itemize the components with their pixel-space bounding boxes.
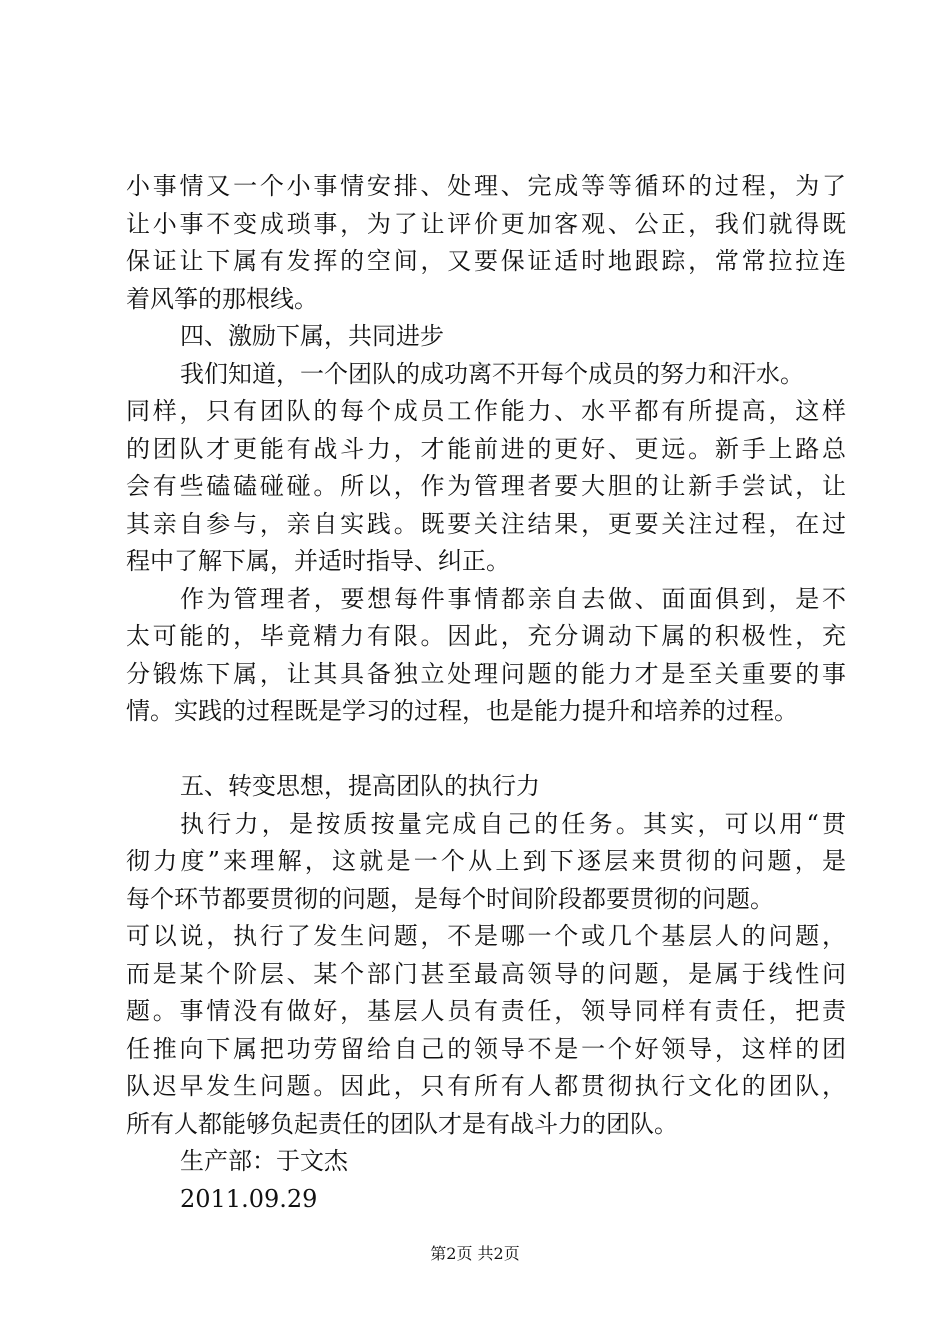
paragraph-line: 太可能的，毕竟精力有限。因此，充分调动下属的积极性，充	[126, 622, 846, 650]
paragraph-line: 同样，只有团队的每个成员工作能力、水平都有所提高，这样	[126, 397, 846, 425]
paragraph-line: 其亲自参与，亲自实践。既要关注结果，更要关注过程，在过	[126, 509, 846, 538]
paragraph-line: 彻力度”来理解，这就是一个从上到下逐层来贯彻的问题，是	[126, 847, 846, 875]
paragraph-line: 让小事不变成琐事，为了让评价更加客观、公正，我们就得既	[126, 209, 846, 238]
paragraph-line: 可以说，执行了发生问题，不是哪一个或几个基层人的问题，	[126, 922, 846, 950]
paragraph-line: 所有人都能够负起责任的团队才是有战斗力的团队。	[126, 1109, 678, 1138]
paragraph-line: 会有些磕磕碰碰。所以，作为管理者要大胆的让新手尝试，让	[126, 472, 846, 500]
paragraph-line: 每个环节都要贯彻的问题，是每个时间阶段都要贯彻的问题。	[126, 884, 774, 913]
paragraph-line: 程中了解下属，并适时指导、纠正。	[126, 547, 510, 575]
paragraph-line: 任推向下属把功劳留给自己的领导不是一个好领导，这样的团	[126, 1034, 846, 1063]
blank-line	[126, 731, 846, 769]
paragraph-line: 队迟早发生问题。因此，只有所有人都贯彻执行文化的团队，	[126, 1072, 846, 1100]
paragraph-line: 我们知道，一个团队的成功离不开每个成员的努力和汗水。	[180, 359, 804, 388]
paragraph-line: 着风筝的那根线。	[126, 284, 318, 313]
paragraph-line: 分锻炼下属，让其具备独立处理问题的能力才是至关重要的事	[126, 659, 846, 688]
paragraph-line: 题。事情没有做好，基层人员有责任，领导同样有责任，把责	[126, 997, 846, 1025]
signature-date: 2011.09.29	[180, 1184, 318, 1213]
paragraph-line: 情。实践的过程既是学习的过程，也是能力提升和培养的过程。	[126, 697, 798, 725]
page-number-label: 第2页 共2页	[430, 1244, 520, 1263]
signature-department: 生产部：于文杰	[180, 1147, 348, 1175]
paragraph-line: 小事情又一个小事情安排、处理、完成等等循环的过程，为了	[126, 172, 846, 200]
section-heading-4: 四、激励下属，共同进步	[180, 322, 444, 350]
paragraph-line: 保证让下属有发挥的空间，又要保证适时地跟踪，常常拉拉连	[126, 247, 846, 275]
page-footer	[0, 1243, 950, 1265]
paragraph-line: 的团队才更能有战斗力，才能前进的更好、更远。新手上路总	[126, 434, 846, 463]
paragraph-line: 而是某个阶层、某个部门甚至最高领导的问题，是属于线性问	[126, 959, 846, 988]
paragraph-line: 作为管理者，要想每件事情都亲自去做、面面俱到，是不	[180, 584, 846, 613]
paragraph-line: 执行力，是按质按量完成自己的任务。其实，可以用“贯	[180, 809, 846, 838]
section-heading-5: 五、转变思想，提高团队的执行力	[180, 772, 540, 800]
document-body	[126, 168, 846, 1218]
